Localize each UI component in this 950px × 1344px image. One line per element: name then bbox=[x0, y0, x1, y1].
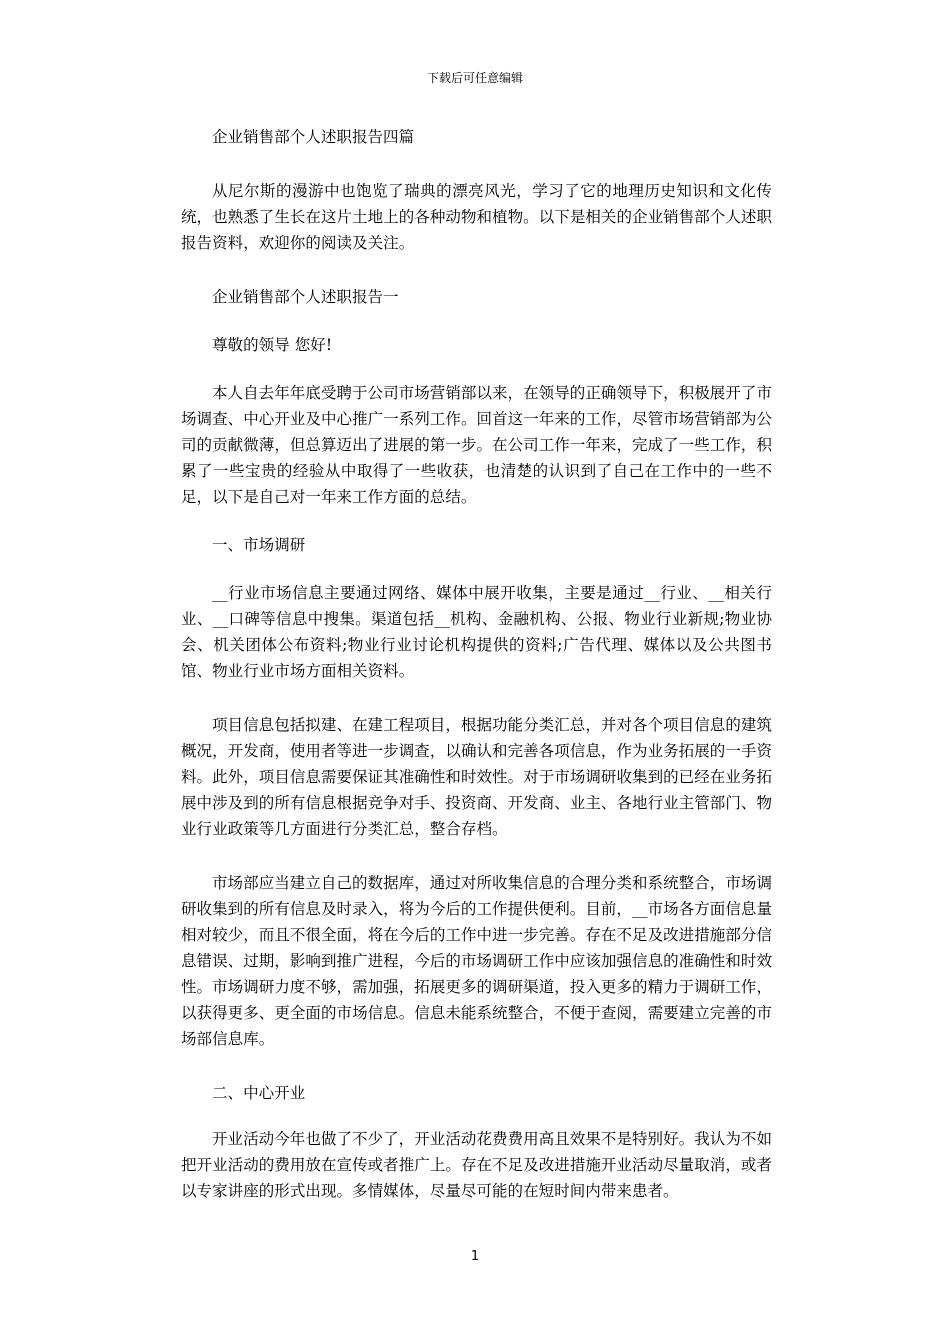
document-title: 企业销售部个人述职报告四篇 bbox=[212, 128, 415, 146]
header-note: 下载后可任意编辑 bbox=[426, 71, 523, 85]
intro-paragraph: 从尼尔斯的漫游中也饱览了瑞典的漂亮风光，学习了它的地理历史知识和文化传统，也熟悉了生长在这片土地上的各种动物和植物。以下是相关的企业销售部个人述职报告资料，欢迎你的阅读及关注。 bbox=[181, 182, 772, 252]
paragraph-opening-activities: 开业活动今年也做了不少了，开业活动花费费用高且效果不是特别好。我认为不如把开业活动的费用放在宣传或者推广上。存在不足及改进措施开业活动尽量取消，或者以专家讲座的形式出现。多情媒体，尽量尽可能的在短时间内带来患者。 bbox=[181, 1130, 772, 1200]
paragraph-database: 市场部应当建立自己的数据库，通过对所收集信息的合理分类和系统整合，市场调研收集到的所有信息及时录入，将为今后的工作提供便利。目前，__市场各方面信息量相对较少，而且不很全面，将在今后的工作中进一步完善。存在不足及改进措施部分信息错误、过期，影响到推广进程，今后的市场调研工作中应该加强信息的准确性和时效性。市场调研力度不够，需加强，拓展更多的调研渠道，投入更多的精力于调研工作，以获得更多、更全面的市场信息。信息未能系统整合，不便于查阅，需要建立完善的市场部信息库。 bbox=[181, 874, 772, 1048]
page-number: 1 bbox=[470, 1249, 480, 1264]
report-one-title: 企业销售部个人述职报告一 bbox=[212, 288, 399, 306]
section-heading-center-opening: 二、中心开业 bbox=[212, 1084, 306, 1102]
document-body bbox=[181, 124, 772, 1204]
greeting: 尊敬的领导 您好! bbox=[212, 336, 333, 354]
paragraph-overview: 本人自去年年底受聘于公司市场营销部以来，在领导的正确领导下，积极展开了市场调查、中心开业及中心推广一系列工作。回首这一年来的工作，尽管市场营销部为公司的贡献微薄，但总算迈出了进展的第一步。在公司工作一年来，完成了一些工作，积累了一些宝贵的经验从中取得了一些收获，也清楚的认识到了自己在工作中的一些不足，以下是自己对一年来工作方面的总结。 bbox=[181, 384, 772, 506]
paragraph-project-information: 项目信息包括拟建、在建工程项目，根据功能分类汇总，并对各个项目信息的建筑概况，开发商，使用者等进一步调查，以确认和完善各项信息，作为业务拓展的一手资料。此外，项目信息需要保证其准确性和时效性。对于市场调研收集到的已经在业务拓展中涉及到的所有信息根据竞争对手、投资商、开发商、业主、各地行业主管部门、物业行业政策等几方面进行分类汇总，整合存档。 bbox=[181, 716, 772, 838]
section-heading-market-research: 一、市场调研 bbox=[212, 536, 306, 554]
paragraph-information-channels: __行业市场信息主要通过网络、媒体中展开收集，主要是通过__行业、__相关行业、__口碑等信息中搜集。渠道包括__机构、金融机构、公报、物业行业新规;物业协会、机关团体公布资料;物业行业讨论机构提供的资料;广告代理、媒体以及公共图书馆、物业行业市场方面相关资料。 bbox=[181, 584, 772, 680]
